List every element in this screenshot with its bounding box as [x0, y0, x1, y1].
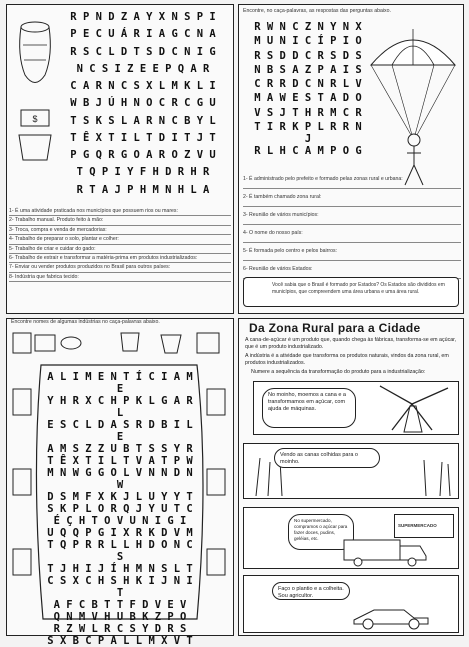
grid-row: R W N C Z N Y N X [254, 21, 362, 33]
instruction: Numere a sequência da transformação do produto para a industrialização: [251, 369, 426, 375]
grid-row: S X B C P A L L M X V T [47, 635, 193, 647]
grid-row: E S C L D A S R D B I L E [47, 419, 193, 443]
question-item: 5- É formada pelo centro e pelos bairros: [243, 243, 461, 261]
grid-row: S K P L O R Q J Y U T C [47, 503, 193, 515]
question-item: 1- É administrado pelo prefeito e formado pelas zonas rural e urbana: [243, 171, 461, 189]
question-item: 1- É uma atividade praticada nos municípios que possuem rios ou mares: [9, 207, 231, 216]
word-search-2 [253, 21, 363, 159]
quadrant-top-left [6, 4, 234, 314]
note-text: Você sabia que o Brasil é formado por Estados? Os Estados são divididos em municípios, que compreendem uma área urbana e uma área rural. [272, 282, 445, 295]
bubble-supermarket: No supermercado, compramos o açúcar para fazer doces, pudins, geléias, etc. [288, 514, 354, 550]
grid-row: Y H R X C H P K L G A R L [47, 395, 193, 419]
grid-row: M U N I C Í P I O [254, 35, 362, 48]
grid-row: U Q Q P G I X R K D V M [47, 527, 193, 539]
grid-row: M N W G G O L V N N D N W [47, 467, 193, 491]
bubble-mill: No moinho, moemos a cana e a transformamos em açúcar, com ajuda de máquinas. [262, 388, 356, 428]
grid-row: T S K S L A R N C B Y L [70, 114, 216, 127]
q2-heading: Encontre, no caça-palavras, as respostas das perguntas abaixo. [243, 8, 391, 14]
grid-row: T Q P R R L L H D O N C S [47, 539, 193, 563]
grid-row: É Ç H T O V U N I G I [53, 515, 187, 527]
grid-row: R P N D Z A Y X N S P I [70, 11, 216, 23]
supermarket-label: SUPERMERCADO [398, 523, 437, 528]
question-item: 7- Enviar ou vender produtos produzidos no Brasil para outros países: [9, 263, 231, 272]
grid-row: P G Q R G O A R O Z V U [70, 149, 216, 162]
grid-row: M A W E S T A D O [254, 92, 362, 105]
question-item: 4- O nome do nosso país: [243, 225, 461, 243]
grid-row: R L H C A M P O G [254, 144, 362, 157]
word-search-1 [63, 11, 223, 201]
supermarket-building [394, 514, 454, 538]
vase-illustration [15, 15, 55, 165]
question-item: 2- É também chamado zona rural: [243, 189, 461, 207]
grid-row: A L I M E N T Í C I A M E [47, 371, 193, 395]
grid-row: R S D D C R S D S [254, 49, 362, 62]
grid-row: T Ê X T I L T D I T J T [70, 131, 216, 144]
quadrant-top-right [238, 4, 464, 314]
note-box [243, 277, 459, 307]
grid-row: T I R K P L R R N J [254, 120, 362, 145]
scene-box-truck [243, 507, 459, 569]
truck-illustration [340, 536, 430, 568]
grid-row: V S J T H R M C R [254, 106, 362, 119]
question-item: 3- Reunião de vários municípios: [243, 207, 461, 225]
grid-row: N C S I Z E E P Q A R [76, 62, 210, 75]
scene-box-farmer [243, 575, 459, 633]
svg-text:$: $ [32, 114, 38, 124]
grid-row: D S M F X K J L U Y Y T [47, 491, 193, 503]
question-item: 3- Troca, compra e venda de mercadorias: [9, 226, 231, 235]
windmill-illustration [372, 384, 456, 434]
grid-row: T J H I J Í H M N S L T [47, 563, 193, 575]
grid-row: R T A J P H M N H L A [76, 183, 210, 196]
question-item: 2- Trabalho manual. Produto feito à mão: [9, 216, 231, 225]
grid-row: C S X C H S H K I J N I T [47, 575, 193, 599]
scene-box-cane [243, 443, 459, 499]
question-item: 5- Trabalho de criar e cuidar do gado: [9, 245, 231, 254]
parachute-illustration [367, 25, 459, 195]
grid-row: C A R N C S X L M K L I [70, 80, 216, 93]
questions-2 [243, 171, 461, 279]
grid-row: T Ê X T I L T V A T P W [47, 455, 193, 467]
grid-row: Q N M V H U B K Z P O [53, 611, 187, 623]
word-search-3 [45, 371, 195, 647]
grid-row: A F C B T T F D V E V [53, 599, 187, 611]
question-item: 8- Indústria que fabrica tecido: [9, 273, 231, 282]
bubble-cane: Vendo as canas colhidas para o moinho. [274, 448, 380, 468]
section-title: Da Zona Rural para a Cidade [249, 321, 421, 335]
grid-row: R Z W L R C S Y D R S [53, 623, 187, 635]
grid-row: W B J Ú H N O C R C G U [70, 97, 216, 110]
paragraph-1: A cana-de-açúcar é um produto que, quando chega às fábricas, transforma-se em açúcar, que é um produto industrializado. [245, 337, 457, 350]
question-item: 6- Trabalho de extrair e transformar a matéria-prima em produtos industrializados: [9, 254, 231, 263]
tractor-illustration [344, 600, 434, 630]
quadrant-bottom-right [238, 318, 464, 636]
question-item: 6- Reunião de vários Estados: [243, 261, 461, 279]
grid-row: P E C U Á R I A G C N A [70, 28, 216, 41]
grid-row: T Q P I Y F H D R H R [76, 166, 210, 179]
paragraph-2: A indústria é a atividade que transforma os produtos naturais, vindos da zona rural, em produtos industrializados. [245, 353, 449, 366]
bubble-farmer: Faço o plantio e a colheita. Sou agricultor. [272, 582, 350, 600]
questions-1 [9, 207, 231, 282]
grid-row: A M S Z Z U B T S S Y R [47, 443, 193, 455]
q3-heading: Encontre nomes de algumas indústrias no caça-palavras abaixo. [11, 319, 160, 325]
grid-row: N B S A Z P A I S [254, 63, 362, 76]
grid-row: R S C L D T S D C N I G [70, 45, 216, 58]
scene-box-mill [253, 381, 459, 435]
quadrant-bottom-left [6, 318, 234, 647]
question-item: 4- Trabalho de preparar o solo, plantar e colher: [9, 235, 231, 244]
grid-row: C R R D C N R L V [254, 78, 362, 90]
